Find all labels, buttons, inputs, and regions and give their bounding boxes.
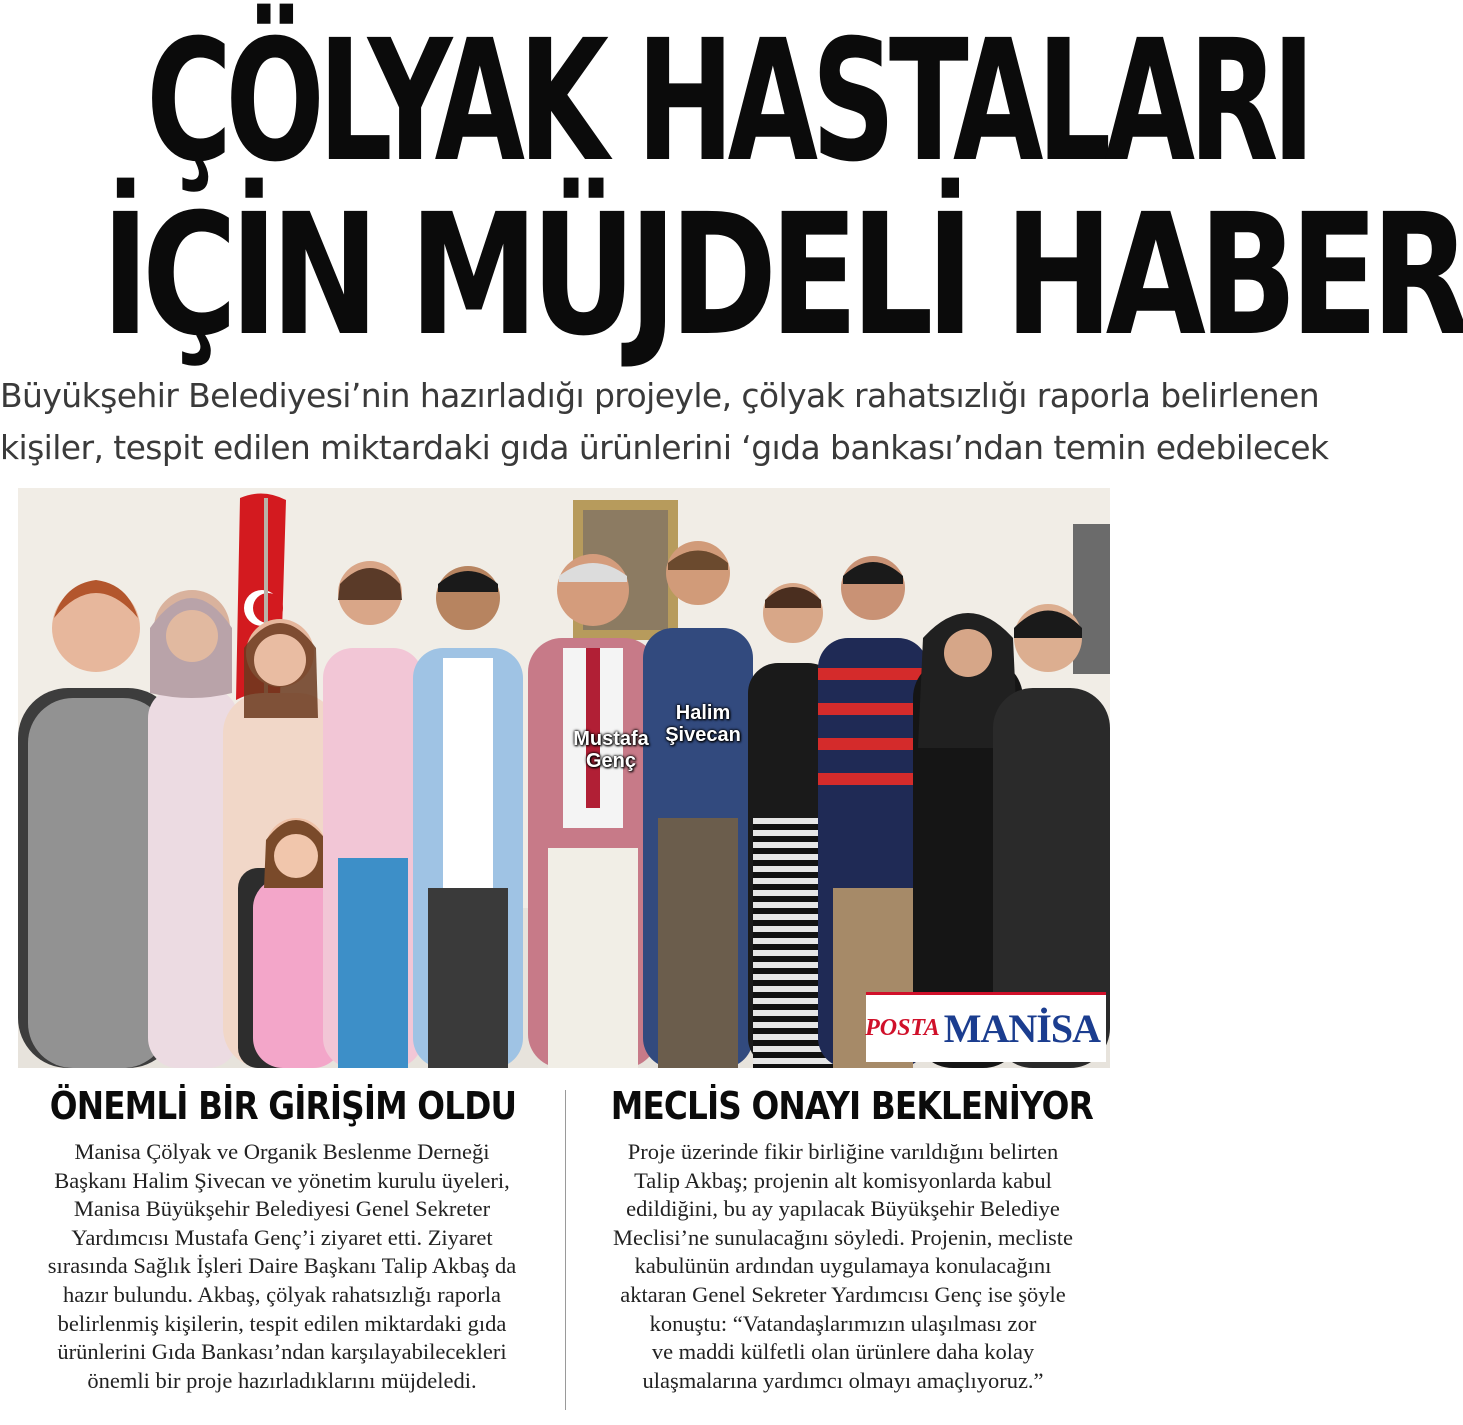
group-photo [18,488,1110,1068]
body-line: Manisa Büyükşehir Belediyesi Genel Sekreter [73,1196,491,1222]
body-line: Proje üzerinde fikir birliğine varıldığını belirten [627,1139,1059,1164]
body-line: Meclisi’ne sunulacağını söyledi. Projenin, mecliste [613,1224,1073,1250]
body-line: belirlenmiş kişilerin, tespit edilen miktardaki gıda [57,1310,507,1336]
body-line: hazır bulundu. Akbaş, çölyak rahatsızlığı raporla [63,1281,501,1307]
photo-caption-halim-sivecan: Halim Şivecan [665,702,741,746]
body-line: ve maddi külfetli olan ürünlere daha kolay [651,1339,1035,1365]
body-line: Başkanı Halim Şivecan ve yönetim kurulu üyeleri, [54,1167,510,1193]
subheadline-line-2: kişiler, tespit edilen miktardaki gıda ürünlerini ‘gıda bankası’ndan temin edebilecek [0,428,1329,467]
column-1-heading: ÖNEMLİ BİR GİRİŞİM OLDU [49,1084,517,1128]
body-line: Manisa Çölyak ve Organik Beslenme Derneği [74,1139,490,1164]
body-line: konuştu: “Vatandaşlarımızın ulaşılması zor [649,1310,1037,1336]
column-1-body [12,1138,552,1395]
body-line: edildiğini, bu ay yapılacak Büyükşehir Belediye [626,1196,1060,1222]
posta-manisa-logo: POSTA MANİSA [866,992,1106,1062]
column-2-body [573,1138,1113,1395]
headline-line-2: İÇİN MÜJDELİ HABER [101,178,1463,374]
headline-line-1: ÇÖLYAK HASTALARI [146,4,1309,200]
group-photo-illustration [18,488,1110,1068]
column-divider [565,1090,566,1410]
body-line: sırasında Sağlık İşleri Daire Başkanı Talip Akbaş da [47,1253,517,1279]
body-line: kabulünün ardından uygulamaya konulacağını [634,1253,1052,1279]
photo-caption-mustafa-genc: Mustafa Genç [573,728,649,772]
column-2-heading: MECLİS ONAYI BEKLENİYOR [610,1084,1093,1128]
subheadline-line-1: Büyükşehir Belediyesi’nin hazırladığı projeyle, çölyak rahatsızlığı raporla belirlenen [0,376,1320,415]
body-line: aktaran Genel Sekreter Yardımcısı Genç ise şöyle [620,1281,1066,1307]
body-line: ulaşmalarına yardımcı olmayı amaçlıyoruz.” [642,1367,1044,1393]
body-line: Yardımcısı Mustafa Genç’i ziyaret etti. Ziyaret [71,1224,493,1250]
body-line: önemli bir proje hazırladıklarını müjdeledi. [87,1367,477,1393]
body-line: Talip Akbaş; projenin alt komisyonlarda kabul [634,1167,1052,1193]
body-line: ürünlerini Gıda Bankası’ndan karşılayabilecekleri [57,1339,507,1365]
